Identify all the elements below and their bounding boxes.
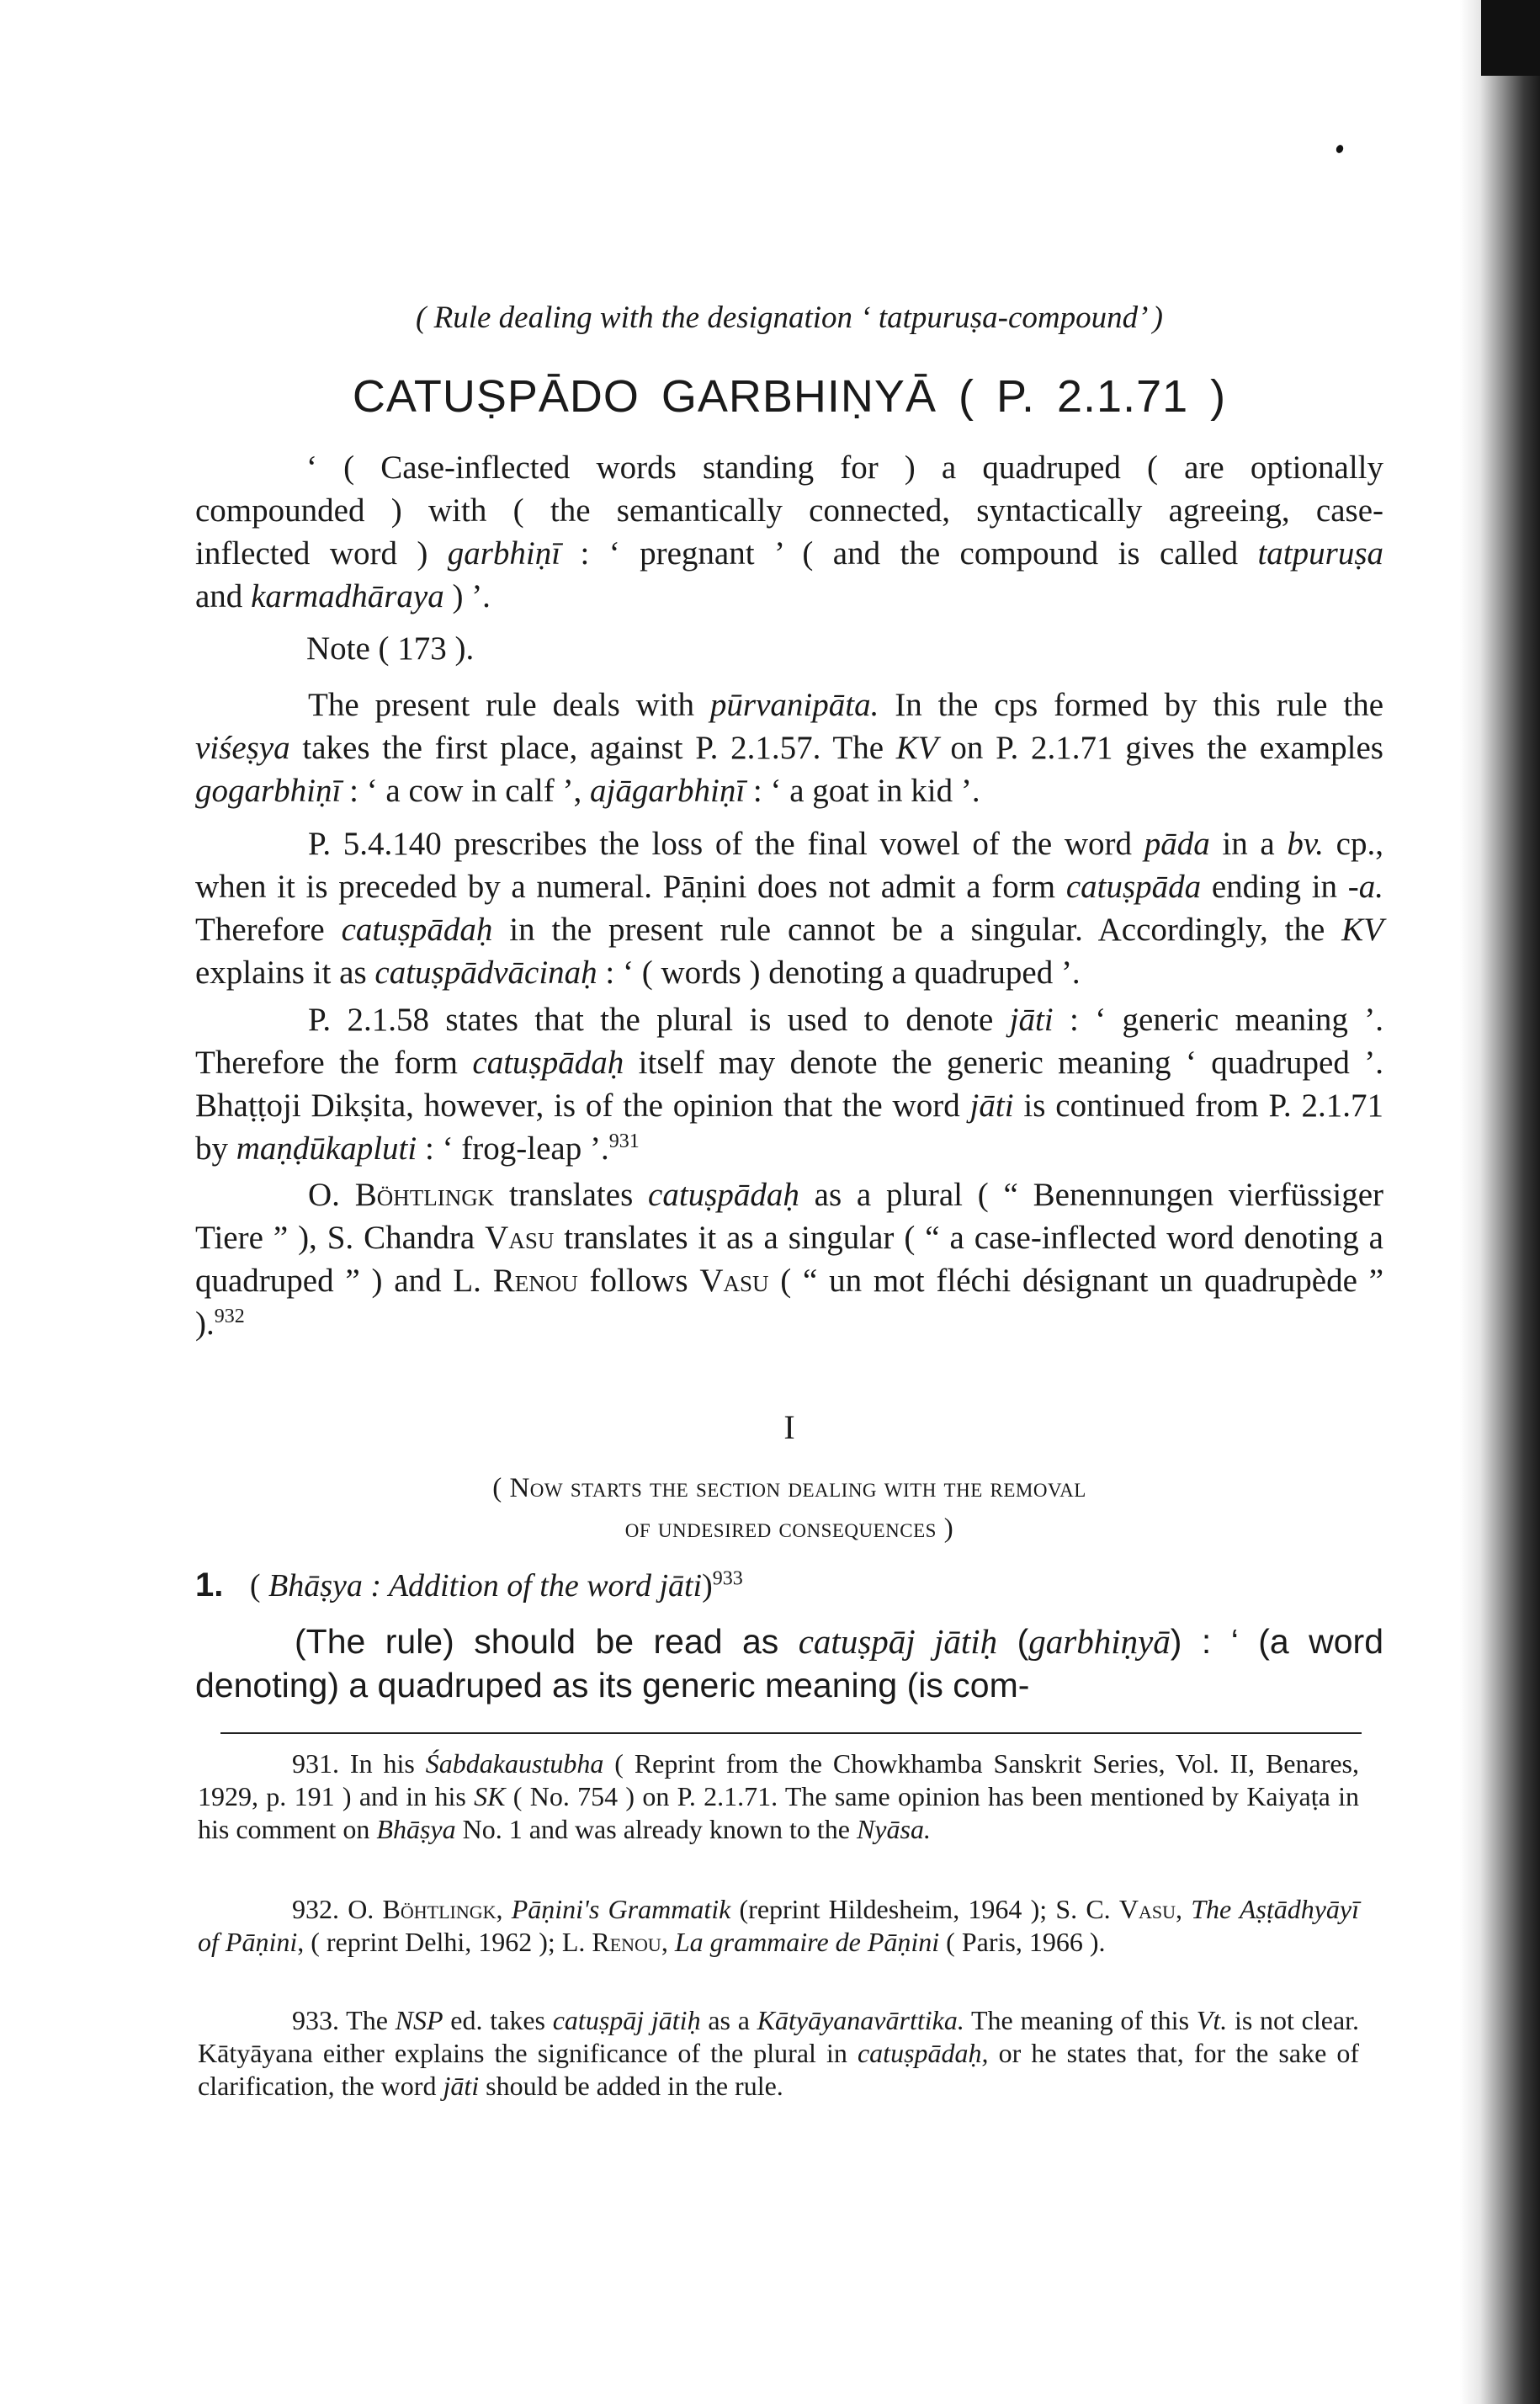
footnote-divider (220, 1732, 1362, 1734)
paragraph-purvanipata: The present rule deals with pūrvanipāta. In the cps formed by this rule the viśeṣya takes the first place, against P. 2.1.57. The KV on P. 2.1.71 gives the examples gogarbhiṇī : ‘ a cow in calf ’, ajāgarbhiṇī : ‘ a goat in kid ’. (195, 687, 1383, 809)
paragraph-translations: O. Böhtlingk translates catuṣpādaḥ as a plural ( “ Benennungen vierfüssiger Tiere ” ), S. Chandra Vasu translates it as a singular ( “ a case-inflected word denoting a quadruped ” ) and L. Renou follows Vasu ( “ un mot fléchi désignant un quadrupède ” ).$^{932}$ (195, 1177, 1383, 1342)
note-label: Note ( 173 ). (306, 630, 475, 667)
paragraph-jati: P. 2.1.58 states that the plural is used to denote jāti : ‘ generic meaning ’. Therefore the form catuṣpādaḥ itself may denote the generic meaning ‘ quadruped ’. Bhaṭṭoji Dikṣita, however, is of the opinion that the word jāti is continued from P. 2.1.71 by maṇḍūkapluti : ‘ frog-leap ’.$^{931}$ (195, 1002, 1384, 1167)
footnote-ref-933: 933 (712, 1567, 743, 1590)
scan-page-edge (1460, 0, 1540, 2404)
footnote-ref-932: 932 (214, 1306, 245, 1327)
scan-speck (1335, 144, 1344, 154)
footnote-931: 931. In his Śabdakaustubha ( Reprint from the Chowkhamba Sanskrit Series, Vol. II, Benares, 1929, p. 191 ) and in his SK ( No. 754 ) on P. 2.1.71. The same opinion has been mentioned by Kaiyaṭa in his comment on Bhāṣya No. 1 and was already known to the Nyāsa. (198, 1748, 1360, 1844)
translation-line: compounded ) with ( the semantically connected, syntactically agreeing, case- (195, 492, 1383, 529)
rule-subtitle: ( Rule dealing with the designation ‘ tatpuruṣa-compound’ ) (416, 300, 1163, 335)
paragraph-final-vowel: P. 5.4.140 prescribes the loss of the final vowel of the word pāda in a bv. cp., when it is preceded by a numeral. Pāṇini does not admit a form catuṣpāda ending in -a. Therefore catuṣpādaḥ in the present rule cannot be a singular. Accordingly, the KV explains it as catuṣpādvācinaḥ : ‘ ( words ) denoting a quadruped ’. (195, 826, 1384, 991)
scan-page-corner (1481, 0, 1540, 76)
translation-line: inflected word ) garbhiṇī : ‘ pregnant ’ ( and the compound is called tatpuruṣa (195, 535, 1383, 572)
footnote-933: 933. The NSP ed. takes catuṣpāj jātiḥ as a Kātyāyanavārttika. The meaning of this Vt. is not clear. Kātyāyana either explains the significance of the plural in catuṣpādaḥ, or he states that, for the sake of clarification, the word jāti should be added in the rule. (198, 2005, 1360, 2101)
rule-title: CATUṢPĀDO GARBHIṆYĀ ( P. 2.1.71 ) (352, 371, 1227, 422)
translation-line: and karmadhāraya ) ’. (195, 578, 491, 614)
rule-translation (195, 446, 1383, 618)
section-numeral: I (783, 1408, 795, 1446)
footnote-ref-931: 931 (608, 1130, 640, 1152)
section-header: ( Now starts the section dealing with the removal of undesired consequences ) (492, 1473, 1086, 1544)
bhasya-number: 1. (195, 1566, 224, 1604)
translation-line: ‘ ( Case-inflected words standing for ) a quadruped ( are optionally (306, 449, 1383, 486)
footnote-932: 932. O. Böhtlingk, Pāṇini's Grammatik (reprint Hildesheim, 1964 ); S. C. Vasu, The Aṣṭādhyāyī of Pāṇini, ( reprint Delhi, 1962 ); L. Renou, La grammaire de Pāṇini ( Paris, 1966 ). (198, 1894, 1360, 1957)
bhasya-heading: 1. ( Bhāṣya : Addition of the word jāti)$^{933}$ (195, 1566, 743, 1604)
bhasya-text: (The rule) should be read as catuṣpāj jātiḥ (garbhiṇyā) : ‘ (a word denoting) a quadruped as its generic meaning (is com- (195, 1622, 1383, 1705)
